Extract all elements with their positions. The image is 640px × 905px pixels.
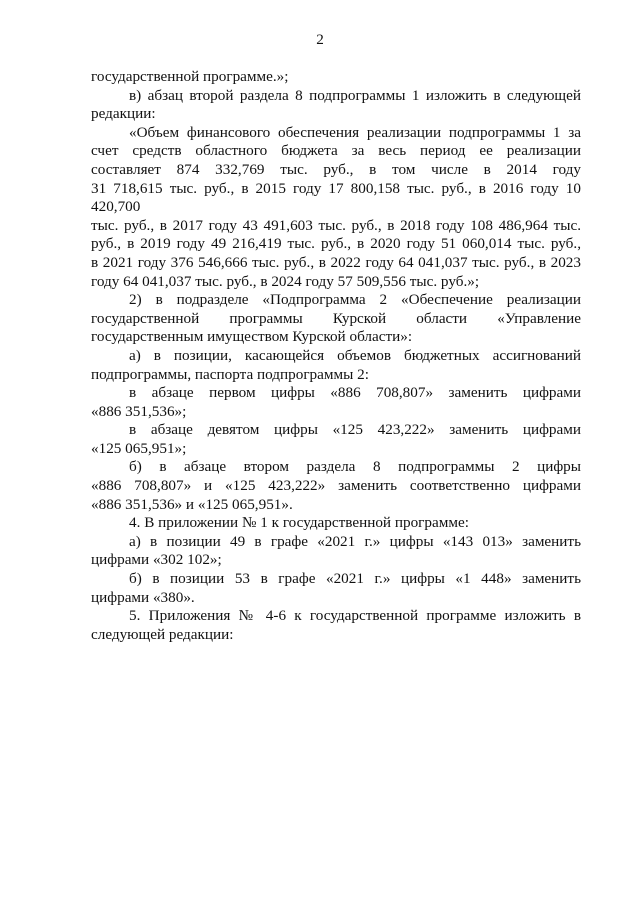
text-line: государственным имуществом Курской области»: (91, 328, 413, 346)
text-line: 2) в подразделе «Подпрограмма 2 «Обеспечение реализации (129, 291, 581, 309)
text-line: а) в позиции, касающейся объемов бюджетных ассигнований (129, 346, 581, 364)
text-line: а) в позиции 49 в графе «2021 г.» цифры «143 013» заменить (129, 532, 581, 550)
text-line: «125 065,951»; (91, 439, 187, 457)
text-line: редакции: (91, 105, 156, 123)
page-number: 2 (316, 31, 324, 48)
text-line: б) в позиции 53 в графе «2021 г.» цифры «1 448» заменить (129, 570, 581, 588)
text-line: году 64 041,037 тыс. руб., в 2024 году 57 509,556 тыс. руб.»; (91, 272, 480, 290)
text-line: 31 718,615 тыс. руб., в 2015 году 17 800,158 тыс. руб., в 2016 году 10 420,700 (91, 179, 581, 216)
text-line: в абзаце девятом цифры «125 423,222» заменить цифрами (129, 421, 581, 439)
text-line: следующей редакции: (91, 625, 234, 643)
text-line: 4. В приложении № 1 к государственной программе: (129, 514, 469, 532)
text-line: 5. Приложения № 4-6 к государственной программе изложить в (129, 607, 581, 625)
text-line: тыс. руб., в 2017 году 43 491,603 тыс. руб., в 2018 году 108 486,964 тыс. (91, 216, 581, 234)
text-line: цифрами «302 102»; (91, 551, 222, 569)
text-line: счет средств областного бюджета за весь период ее реализации (91, 142, 581, 160)
text-line: составляет 874 332,769 тыс. руб., в том числе в 2014 году (91, 160, 581, 178)
text-line: цифрами «380». (91, 588, 195, 606)
text-line: государственной программы Курской области «Управление (91, 309, 581, 327)
text-line: руб., в 2019 году 49 216,419 тыс. руб., в 2020 году 51 060,014 тыс. руб., (91, 235, 581, 253)
text-line: подпрограммы, паспорта подпрограммы 2: (91, 365, 369, 383)
document-body (91, 68, 581, 644)
text-line: в 2021 году 376 546,666 тыс. руб., в 2022 году 64 041,037 тыс. руб., в 2023 (91, 253, 581, 271)
text-line: «886 351,536» и «125 065,951». (91, 495, 293, 513)
text-line: «886 708,807» и «125 423,222» заменить соответственно цифрами (91, 477, 581, 495)
text-line: б) в абзаце втором раздела 8 подпрограммы 2 цифры (129, 458, 581, 476)
text-line: в) абзац второй раздела 8 подпрограммы 1 изложить в следующей (129, 86, 581, 104)
text-line: государственной программе.»; (91, 68, 289, 85)
text-line: «Объем финансового обеспечения реализации подпрограммы 1 за (129, 123, 581, 141)
text-line: «886 351,536»; (91, 402, 187, 420)
text-line: в абзаце первом цифры «886 708,807» заменить цифрами (129, 384, 581, 402)
